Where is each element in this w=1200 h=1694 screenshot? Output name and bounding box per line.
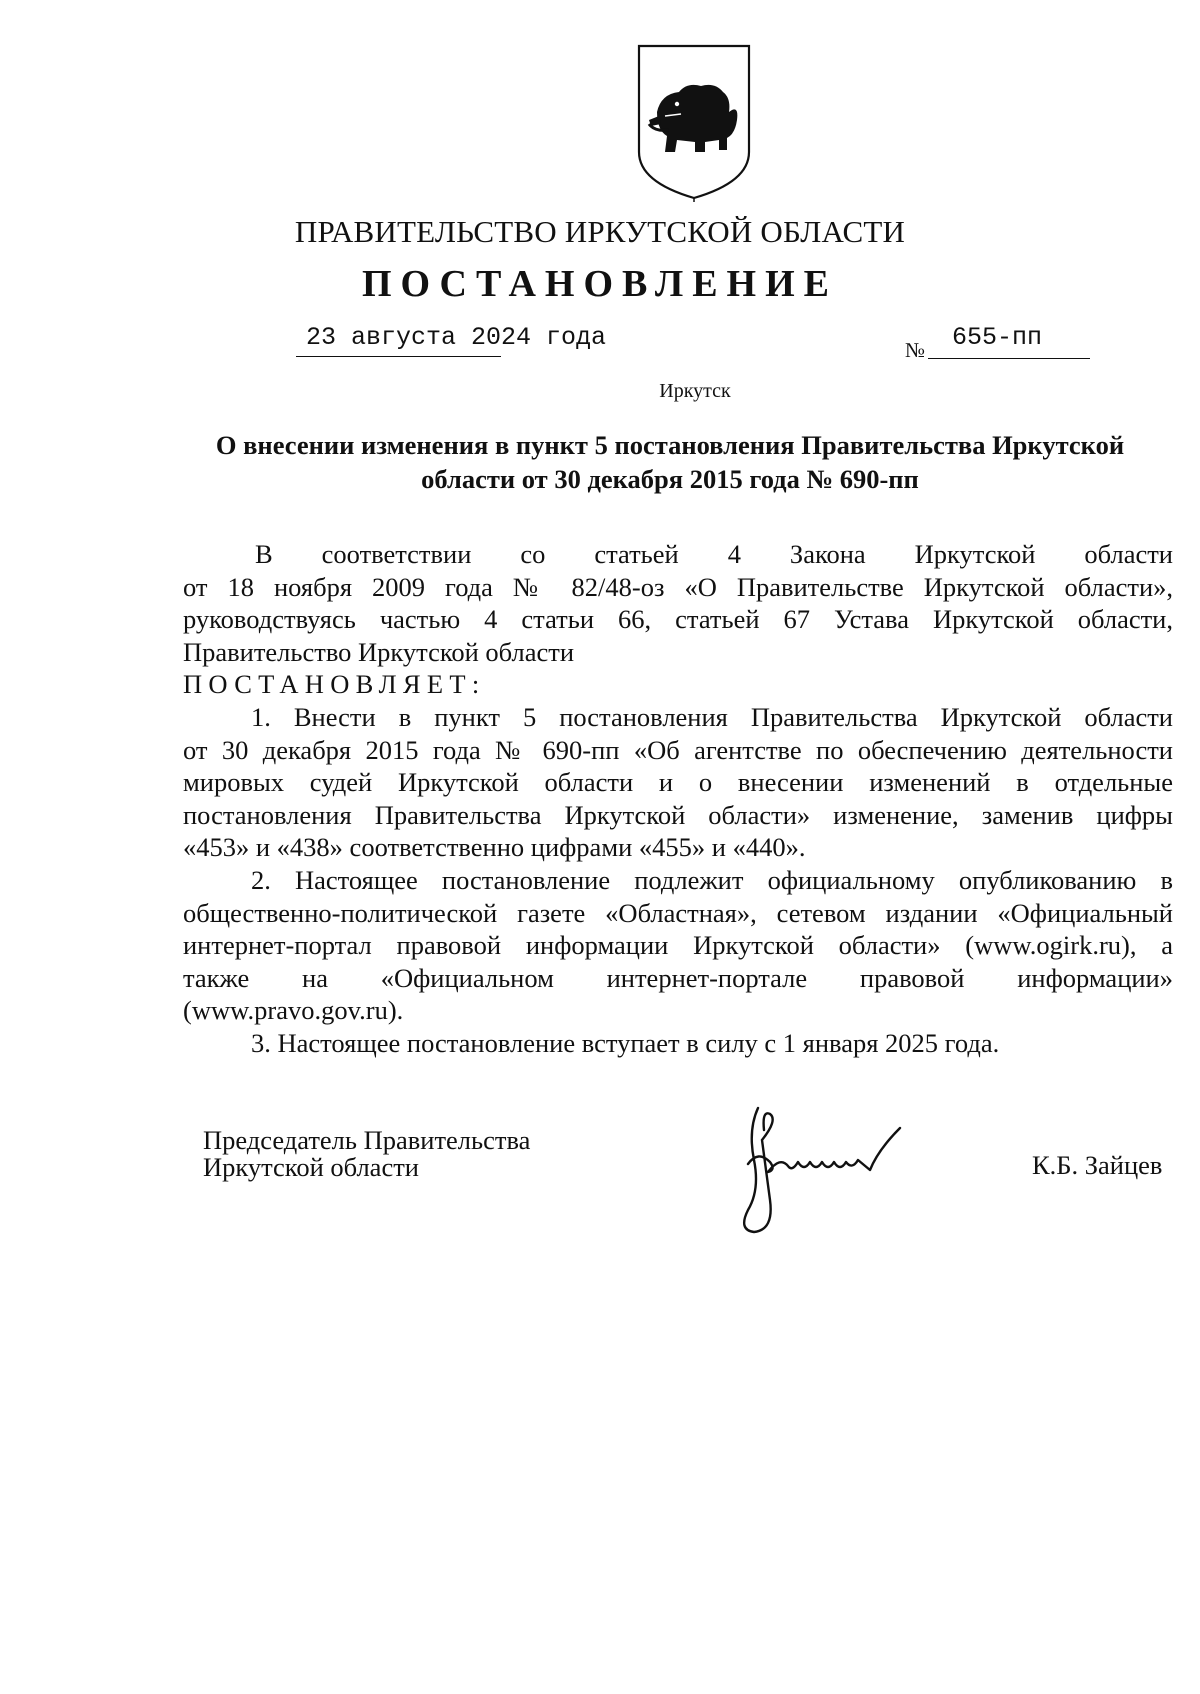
preamble-line: руководствуясь частью 4 статьи 66, статьей 67 Устава Иркутской области,	[183, 604, 1173, 635]
coat-of-arms-icon	[635, 42, 753, 202]
document-subject	[170, 428, 1170, 496]
preamble-line: В соответствии со статьей 4 Закона Иркутской области	[255, 539, 1173, 569]
item1-line: от 30 декабря 2015 года № 690-пп «Об агентстве по обеспечению деятельности	[183, 734, 1173, 765]
item2-line: также на «Официальном интернет-портале правовой информации»	[183, 962, 1173, 993]
item2-line: 2. Настоящее постановление подлежит официальному опубликованию в	[251, 864, 1173, 895]
document-body	[183, 538, 1173, 1060]
signatory-name: К.Б. Зайцев	[1032, 1150, 1163, 1180]
decree-word: ПОСТАНОВЛЯЕТ:	[183, 669, 486, 700]
item2-line: интернет-портал правовой информации Иркутской области» (www.ogirk.ru), а	[183, 930, 1173, 961]
item3-line: 3. Настоящее постановление вступает в силу с 1 января 2025 года.	[251, 1027, 1000, 1058]
preamble-line: от 18 ноября 2009 года № 82/48-оз «О Правительстве Иркутской области»,	[183, 571, 1173, 602]
item1-line: «453» и «438» соответственно цифрами «455» и «440».	[183, 832, 806, 863]
item1-line: мировых судей Иркутской области и о внесении изменений в отдельные	[183, 767, 1173, 798]
item2-line: общественно-политической газете «Областная», сетевом издании «Официальный	[183, 897, 1173, 928]
item2-line: (www.pravo.gov.ru).	[183, 995, 404, 1026]
subject-line: О внесении изменения в пункт 5 постановления Правительства Иркутской	[215, 430, 1125, 460]
number-sign: №	[905, 338, 926, 362]
preamble-line: Правительство Иркутской области	[183, 636, 575, 667]
handwritten-signature-icon	[718, 1100, 938, 1240]
document-date: 23 августа 2024 года	[306, 323, 607, 352]
position-line: Председатель Правительства	[203, 1125, 531, 1155]
subject-line: области от 30 декабря 2015 года № 690-пп	[421, 464, 919, 494]
position-line: Иркутской области	[203, 1152, 419, 1182]
document-number: 655-пп	[952, 323, 1043, 352]
document-type: ПОСТАНОВЛЕНИЕ	[361, 263, 839, 305]
city: Иркутск	[659, 380, 731, 402]
item1-line: постановления Правительства Иркутской области» изменение, заменив цифры	[183, 799, 1173, 830]
item1-line: 1. Внести в пункт 5 постановления Правительства Иркутской области	[251, 701, 1173, 732]
government-title: ПРАВИТЕЛЬСТВО ИРКУТСКОЙ ОБЛАСТИ	[294, 214, 906, 249]
signatory-position	[203, 1127, 530, 1181]
